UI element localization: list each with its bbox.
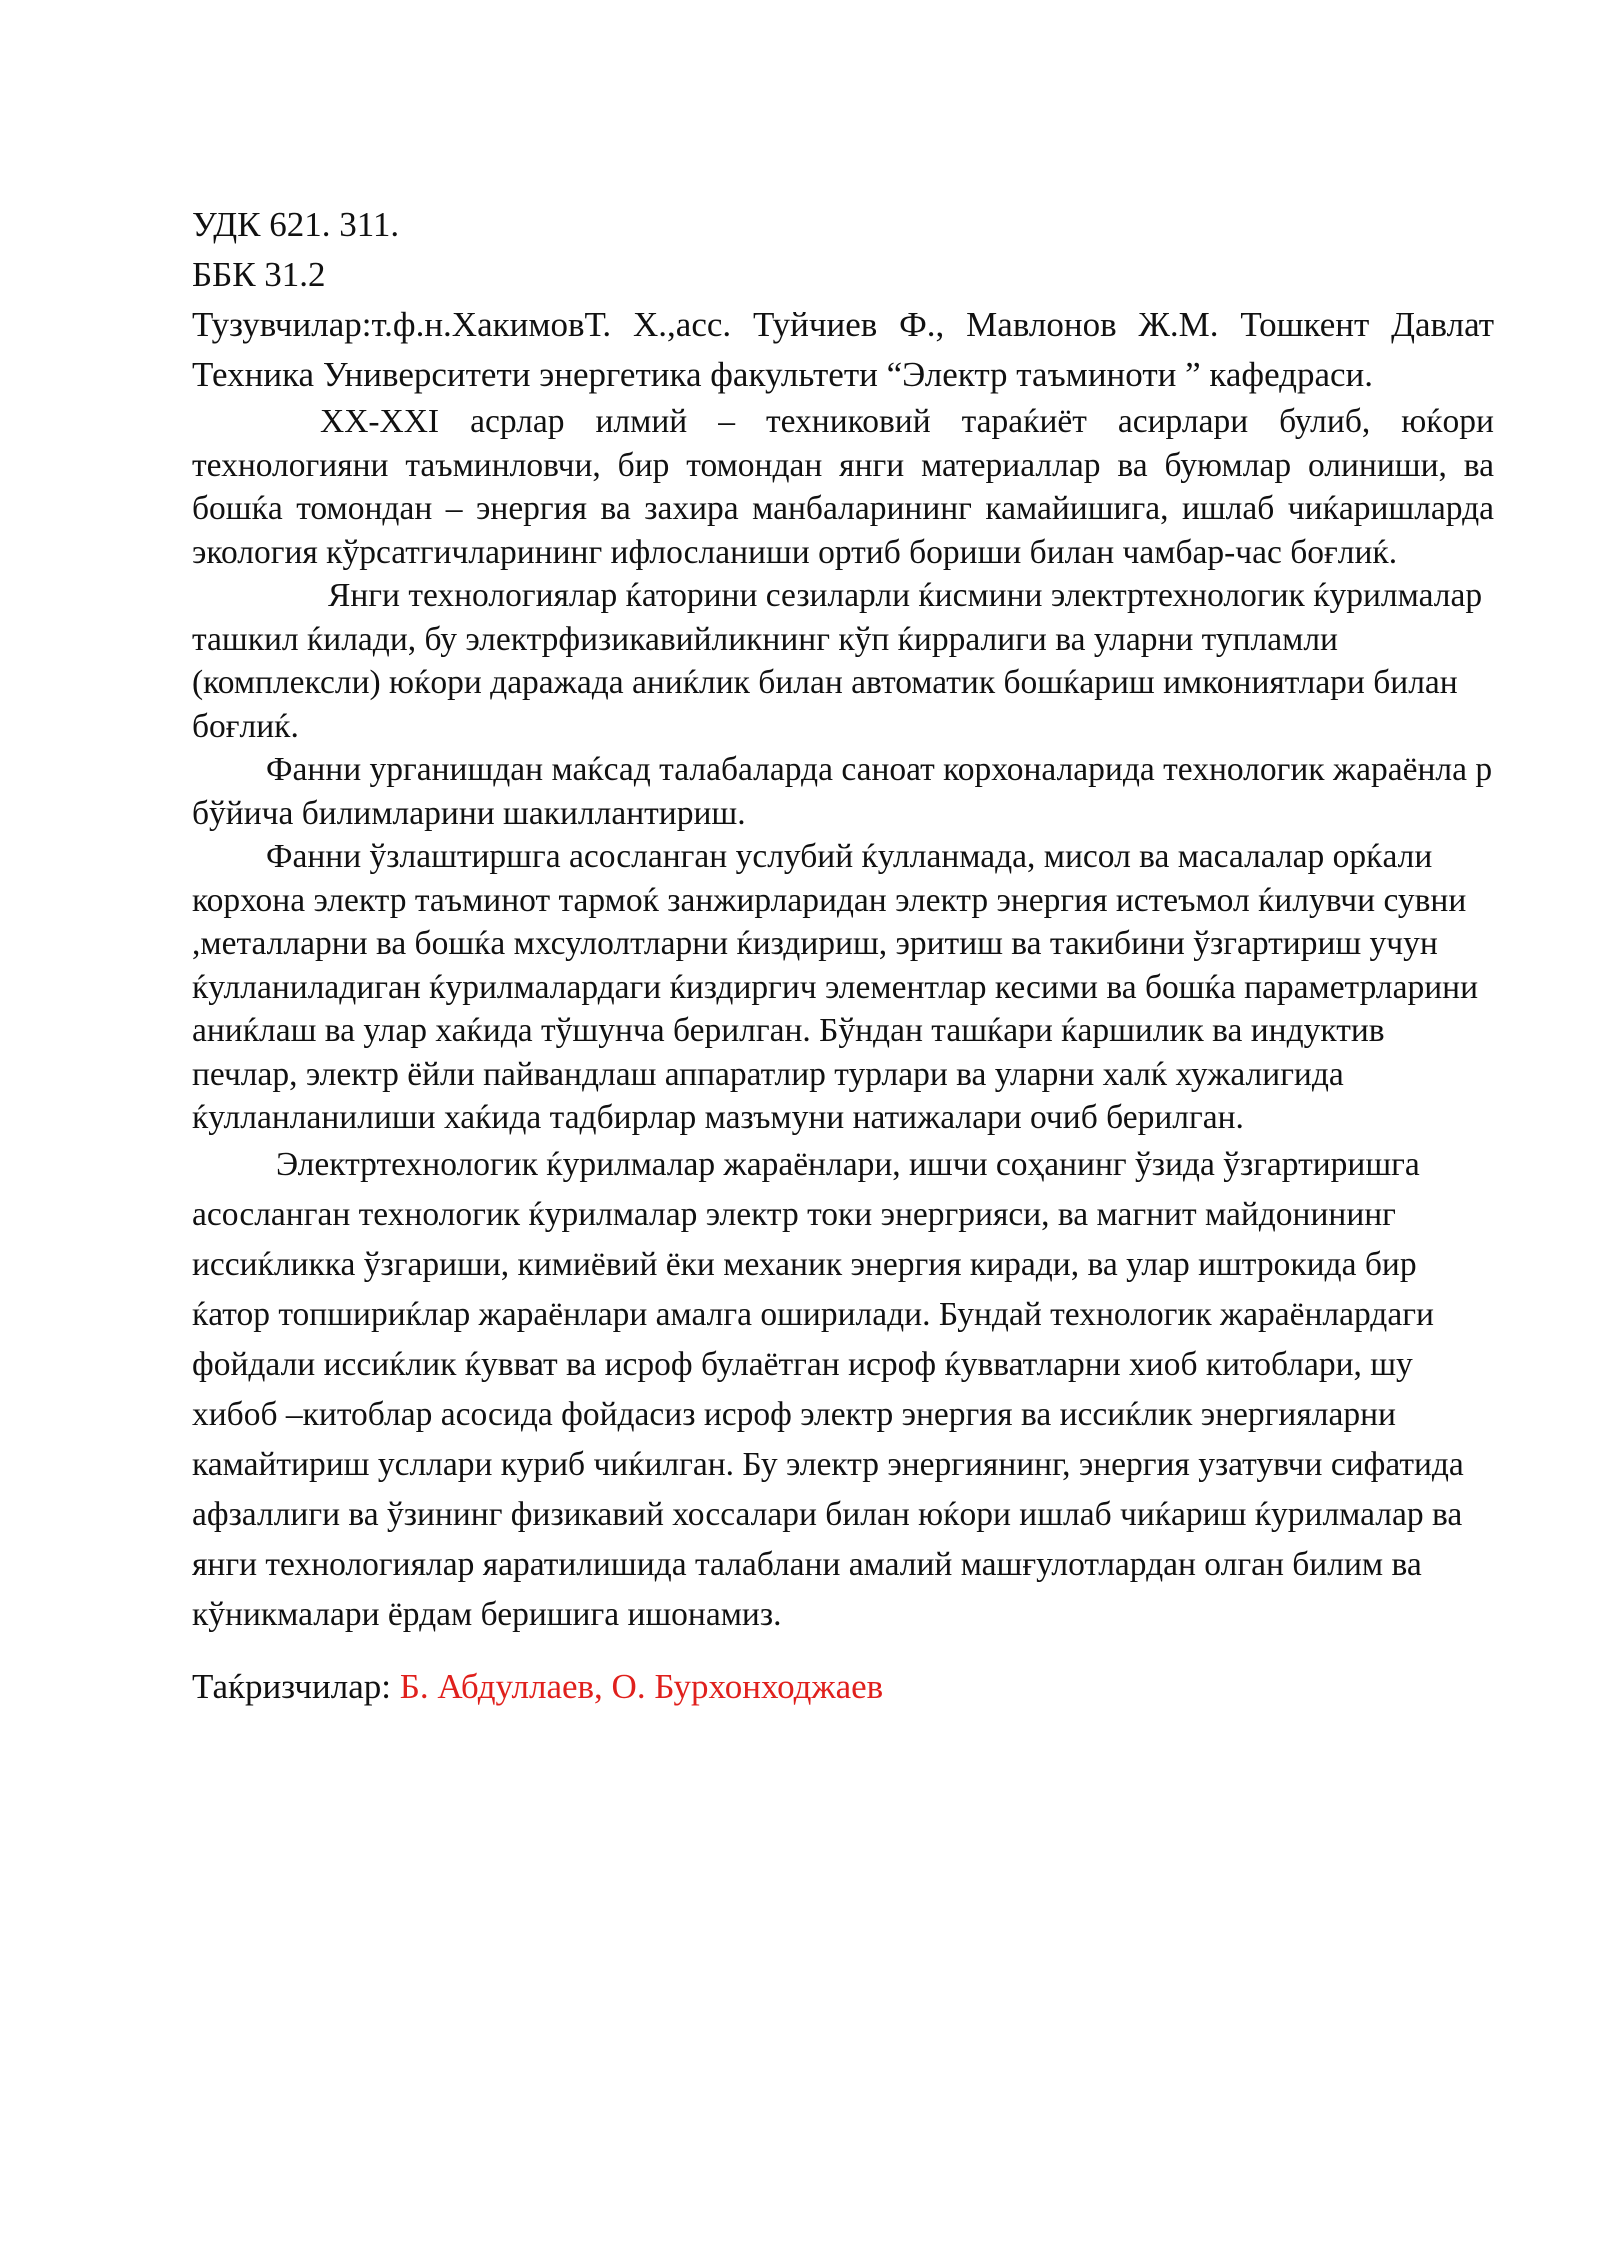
paragraph-technologies: Янги технологиялар ќаторини сезиларли ќисмини электртехнологик ќурилмалар ташкил ќилади, бу электрфизикавийликнинг кўп ќирралиги ва уларни тупламли (комплексли) юќори даражада аниќлик билан автоматик бошќариш имкониятлари билан боғлиќ. xyxy=(192,577,1483,745)
bbk-code: ББК 31.2 xyxy=(192,255,326,294)
paragraph-intro: XX-XXI асрлар илмий – техниковий тараќиёт асирлари булиб, юќори технологияни таъминловчи, бир томондан янги материаллар ва буюмлар олиниши, ва бошќа томондан – энергия ва захира манбаларининг камайишига, ишлаб чиќаришларда экология кўрсатгичларининг ифлосланиши ортиб бориши билан чамбар-час боғлиќ. xyxy=(192,403,1494,571)
paragraph-goal: Фанни урганишдан маќсад талабаларда саноат корхоналарида технологик жараёнла р бўйича билимларини шакиллантириш. xyxy=(192,751,1493,832)
udk-code: УДК 621. 311. xyxy=(192,205,400,244)
reviewers-label: Таќризчилар: xyxy=(192,1666,400,1706)
reviewers-names: Б. Абдуллаев, О. Бурхонходжаев xyxy=(399,1666,884,1706)
paragraph-processes: Электртехнологик ќурилмалар жараёнлари, ишчи соҳанинг ўзида ўзгартиришга асосланган технологик ќурилмалар электр токи энергрияси, ва магнит майдонининг иссиќликка ўзгариши, кимиёвий ёки механик энергия киради, ва улар иштрокида бир ќатор топшириќлар жараёнлари амалга оширилади. Бундай технологик жараёнлардаги фойдали иссиќлик ќувват ва исроф булаётган исроф ќувватларни хиоб китоблари, шу хибоб –китоблар асосида фойдасиз исроф электр энергия ва иссиќлик энергияларни камайтириш усллари куриб чиќилган. Бу электр энергиянинг, энергия узатувчи сифатида афзаллиги ва ўзининг физикавий хоссалари билан юќори ишлаб чиќариш ќурилмалар ва янги технологиялар яаратилишида талаблани амалий машғулотлардан олган билим ва кўникмалари ёрдам беришига ишонамиз. xyxy=(192,1145,1464,1633)
reviewers-line xyxy=(192,1662,1494,1712)
compilers-paragraph: Тузувчилар:т.ф.н.ХакимовТ. Х.,асс. Туйчиев Ф., Мавлонов Ж.М. Тошкент Давлат Техника Университети энергетика факультети “Электр таъминоти ” кафедраси. xyxy=(192,305,1494,394)
paragraph-manual: Фанни ўзлаштиршга асосланган услубий ќулланмада, мисол ва масалалар орќали корхона электр таъминот тармоќ занжирларидан электр энергия истеъмол ќилувчи сувни ,металларни ва бошќа мхсулолтларни ќиздириш, эритиш ва такибини ўзгартириш учун ќулланиладиган ќурилмалардаги ќиздиргич элементлар кесими ва бошќа параметрларини аниќлаш ва улар хаќида тўшунча берилган. Бўндан ташќари ќаршилик ва индуктив печлар, электр ёйли пайвандлаш аппаратлир турлари ва уларни халќ хужалигида ќулланланилиши хаќида тадбирлар мазъмуни натижалари очиб берилган. xyxy=(192,838,1479,1136)
document-page xyxy=(192,200,1494,1712)
